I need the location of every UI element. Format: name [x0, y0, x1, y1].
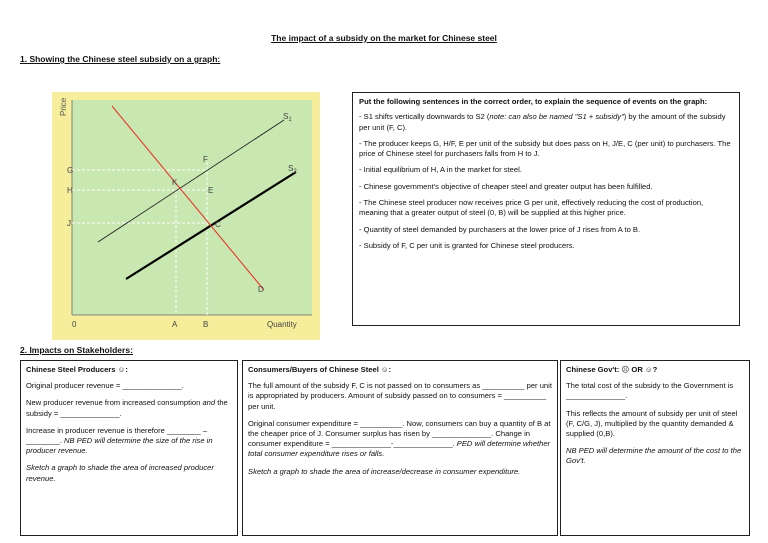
government-ped-note: NB PED will determine the amount of the cost to the Gov't.	[566, 446, 742, 466]
ordering-instructions	[352, 92, 740, 326]
section-1-heading: 1. Showing the Chinese steel subsidy on a graph:	[20, 54, 221, 64]
quantity-label-a: A	[172, 320, 178, 329]
producers-original-revenue: Original producer revenue = ______________.	[26, 381, 184, 391]
producers-increase: Increase in producer revenue is therefore ________ – ________. NB PED will determine the size of the rise in producer revenue.	[26, 425, 213, 456]
price-label-j: J	[67, 219, 71, 228]
subsidy-graph	[52, 92, 320, 340]
y-axis-label: Price	[59, 97, 68, 116]
demand-label: D	[258, 285, 264, 294]
producers-sketch-task: Sketch a graph to shade the area of increased producer revenue.	[26, 463, 214, 483]
consumers-expenditure: Original consumer expenditure = __________. Now, consumers can buy a quantity of B at the cheaper price of J. Consumer surplus has risen by ______________. Change in consumer expenditure = ______________-______________. PED will determine whether total consumer expenditure rises or falls.	[248, 418, 551, 459]
consumers-heading: Consumers/Buyers of Chinese Steel ☺:	[248, 365, 392, 374]
government-total-cost: The total cost of the subsidy to the Government is ______________.	[566, 381, 734, 401]
point-c-label: C	[215, 220, 221, 229]
government-box	[560, 360, 750, 536]
quantity-label-b: B	[203, 320, 209, 329]
consumers-box	[242, 360, 558, 536]
instruction-item: - The producer keeps G, H/F, E per unit of the subsidy but does pass on H, J/E, C (per unit) to purchasers. The price of Chinese steel for purchasers falls from H to J.	[359, 138, 731, 159]
producers-box	[20, 360, 238, 536]
s2-label: $S_2$	[288, 164, 297, 175]
government-explanation: This reflects the amount of subsidy per unit of steel (F, C/G, J), multiplied by the quantity demanded & supplied (0,B).	[566, 408, 738, 439]
price-label-h: H	[67, 186, 73, 195]
plot-area	[72, 100, 312, 315]
x-axis-label: Quantity	[267, 320, 297, 329]
graph-svg	[52, 92, 320, 340]
government-heading: Chinese Gov't: ☹ OR ☺?	[566, 365, 658, 374]
point-e-label: E	[208, 186, 214, 195]
instruction-item: - Chinese government's objective of cheaper steel and greater output has been fulfilled.	[359, 181, 653, 191]
instruction-item: - Initial equilibrium of H, A in the market for steel.	[359, 165, 522, 175]
s1-label: $S_1$	[283, 112, 292, 123]
price-label-g: G	[67, 166, 74, 175]
document-title: The impact of a subsidy on the market for Chinese steel	[271, 33, 497, 43]
instruction-item: - The Chinese steel producer now receives price G per unit, effectively reducing the cost of production, meaning that a greater output of steel (0, B) will be supplied at this higher price.	[359, 198, 704, 218]
producers-new-revenue: New producer revenue from increased consumption and the subsidy = ______________.	[26, 398, 228, 418]
producers-heading: Chinese Steel Producers ☺:	[26, 365, 128, 374]
consumers-sketch-task: Sketch a graph to shade the area of increase/decrease in consumer expenditure.	[248, 466, 521, 476]
point-f-label: F	[203, 155, 208, 164]
instructions-heading: Put the following sentences in the correct order, to explain the sequence of events on the graph:	[359, 97, 708, 106]
consumers-subsidy-passed: The full amount of the subsidy F, C is not passed on to consumers as __________ per unit is appropriated by producers. Amount of subsidy passed on to consumers = __________ per unit.	[248, 381, 552, 411]
point-k-label: K	[172, 178, 178, 187]
instruction-item: - Subsidy of F, C per unit is granted for Chinese steel producers.	[359, 240, 575, 250]
origin-label: 0	[72, 320, 77, 329]
instruction-shift: - S1 shifts vertically downwards to S2 (note: can also be named "S1 + subsidy") by the amount of the subsidy per unit (F, C).	[359, 112, 726, 132]
section-2-heading: 2. Impacts on Stakeholders:	[20, 345, 133, 355]
instruction-item: - Quantity of steel demanded by purchasers at the lower price of J rises from A to B.	[359, 224, 641, 234]
